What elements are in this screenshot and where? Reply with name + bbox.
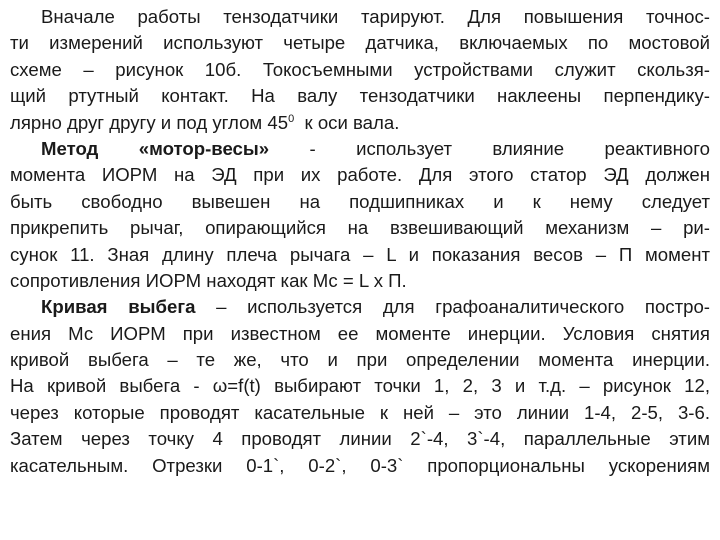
text-line: кривой выбега – те же, что и при определении момента инерции. xyxy=(10,349,710,371)
text-line: На кривой выбега - ω=f(t) выбирают точки 1, 2, 3 и т.д. – рисунок 12, xyxy=(10,375,710,397)
text-line: ения Мс ИОРМ при известном ее моменте инерции. Условия снятия xyxy=(10,322,710,344)
text-line: момента ИОРМ на ЭД при их работе. Для этого статор ЭД должен xyxy=(10,164,710,186)
text-line: через которые проводят касательные к ней – это линии 1-4, 2-5, 3-6. xyxy=(10,401,710,423)
paragraph-coast-down-curve xyxy=(10,294,710,479)
text-line: прикрепить рычаг, опирающийся на взвешивающий механизм – ри- xyxy=(10,217,710,239)
paragraph-tensometer-calibration xyxy=(10,4,710,136)
paragraph-motor-scales-method xyxy=(10,136,710,294)
text-line: лярно друг другу и под углом $45^0$ к оси вала. xyxy=(10,111,400,133)
text-line: Кривая выбега – используется для графоаналитического постро- xyxy=(41,296,710,318)
text-line: касательным. Отрезки 0-1`, 0-2`, 0-3` пропорциональны ускорениям xyxy=(10,454,710,476)
text-line: Метод «мотор-весы» - использует влияние реактивного xyxy=(41,137,710,159)
text-line: Затем через точку 4 проводят линии 2`-4, 3`-4, параллельные этим xyxy=(10,428,710,450)
text-line: Вначале работы тензодатчики тарируют. Для повышения точнос- xyxy=(41,6,710,27)
document-page xyxy=(10,4,710,479)
term-motor-scales: Метод «мотор-весы» xyxy=(41,137,270,159)
text-line: быть свободно вывешен на подшипниках и к нему следует xyxy=(10,190,710,212)
text-line: щий ртутный контакт. На валу тензодатчики наклеены перпендику- xyxy=(10,85,710,107)
text-line: сопротивления ИОРМ находят как Мс = L х П. xyxy=(10,269,407,291)
text-line: схеме – рисунок 10б. Токосъемными устройствами служит скользя- xyxy=(10,58,710,80)
degree-superscript: 0 xyxy=(288,112,295,125)
term-coast-down-curve: Кривая выбега xyxy=(41,296,196,318)
text-line: сунок 11. Зная длину плеча рычага – L и показания весов – П момент xyxy=(10,243,710,265)
text-line: ти измерений используют четыре датчика, включаемых по мостовой xyxy=(10,32,710,54)
